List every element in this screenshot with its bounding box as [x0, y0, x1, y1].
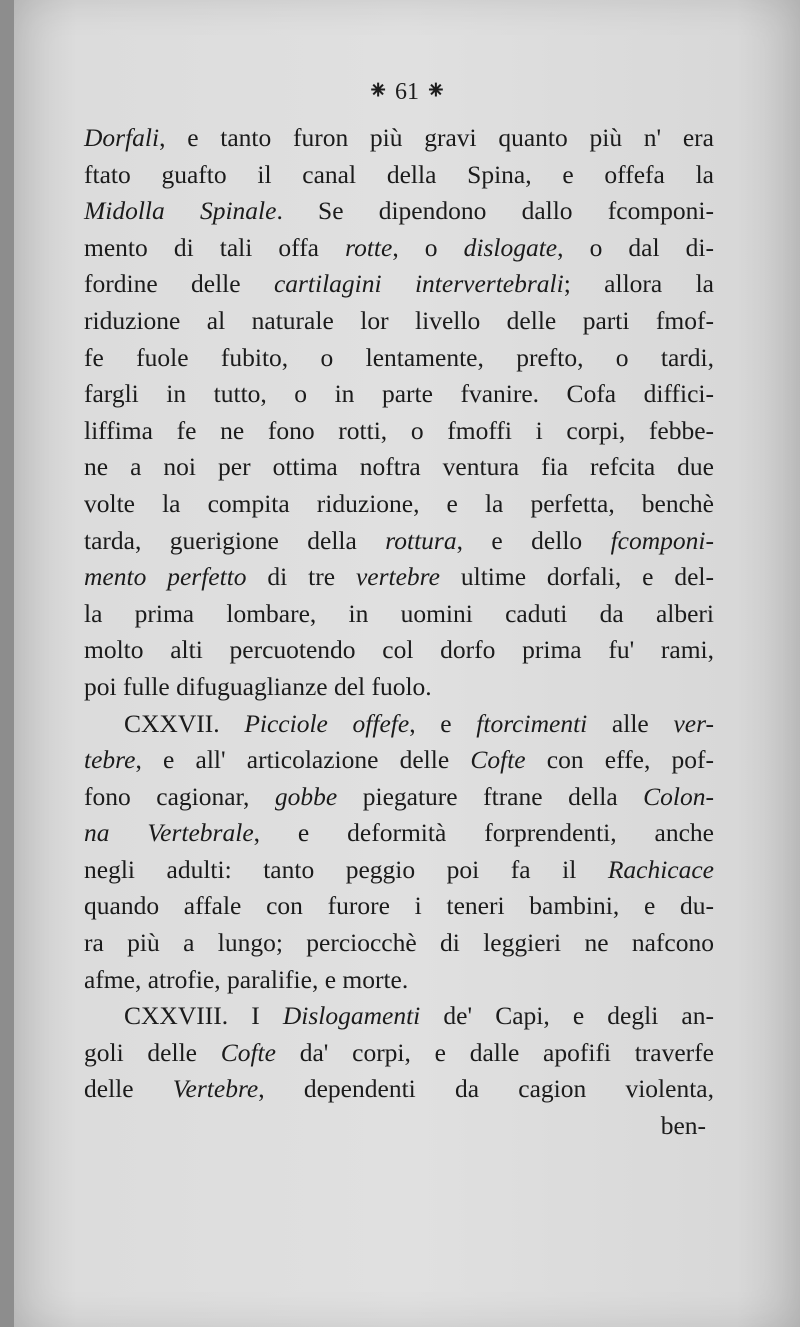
text-segment: fargli in tutto, o in parte fvanire. Cofa diffici-: [84, 379, 714, 409]
text-segment: ben-: [660, 1111, 706, 1141]
text-segment: , dependenti da cagion violenta,: [258, 1074, 714, 1104]
italic-term: Vertebre: [172, 1074, 259, 1104]
text-line: [84, 340, 714, 377]
ornament-right-icon: ⁕: [425, 76, 447, 105]
text-line: [84, 523, 714, 560]
text-line: [84, 193, 714, 230]
text-segment: , e tanto furon più gravi quanto più n' era: [159, 123, 714, 152]
italic-term: Picciole offefe: [244, 708, 410, 738]
italic-term: vertebre: [355, 562, 440, 592]
text-line: [84, 376, 714, 413]
italic-term: na Vertebrale: [84, 818, 254, 848]
page-header: [14, 76, 800, 106]
text-segment: de' Capi, e degli an-: [420, 1001, 714, 1031]
italic-term: rottura: [385, 525, 457, 555]
text-segment: volte la compita riduzione, e la perfetta, benchè: [84, 488, 714, 518]
text-segment: , e deformità forprendenti, anche: [253, 818, 714, 848]
italic-term: Cofte: [470, 745, 526, 775]
text-segment: ne a noi per ottima noftra ventura fia refcita due: [84, 452, 714, 482]
text-segment: negli adulti: tanto peggio poi fa il: [84, 854, 608, 884]
text-segment: piegature ftrane della: [337, 781, 644, 811]
italic-term: rotte: [345, 232, 393, 262]
text-line: [84, 303, 714, 340]
text-line: [84, 120, 714, 157]
text-segment: , o: [392, 232, 464, 262]
text-line: [84, 706, 714, 743]
italic-term: Colon-: [643, 781, 714, 811]
text-segment: liffima fe ne fono rotti, o fmoffi i corpi, febbe-: [84, 415, 714, 445]
text-segment: goli delle: [84, 1037, 221, 1067]
text-segment: alle: [587, 708, 674, 738]
page-number: 61: [395, 79, 419, 105]
italic-term: Dislogamenti: [282, 1001, 421, 1031]
text-segment: CXXVII.: [124, 708, 245, 738]
text-segment: , o dal di-: [557, 232, 714, 262]
text-line: [84, 1071, 714, 1108]
italic-term: Dorfali: [84, 123, 160, 152]
text-line: [84, 815, 714, 852]
italic-term: cartilagini intervertebrali: [273, 269, 564, 299]
text-segment: fe fuole fubito, o lentamente, prefto, o tardi,: [84, 342, 714, 372]
text-segment: da' corpi, e dalle apofifi traverfe: [275, 1037, 714, 1067]
text-line: [84, 925, 714, 962]
text-line: [84, 888, 714, 925]
text-line: [84, 852, 714, 889]
italic-term: Rachicace: [607, 854, 714, 884]
text-segment: delle: [84, 1074, 173, 1104]
text-segment: la prima lombare, in uomini caduti da alberi: [84, 598, 714, 628]
text-segment: , e all' articolazione delle: [135, 745, 471, 775]
text-segment: riduzione al naturale lor livello delle parti fmof-: [84, 305, 714, 335]
text-line: [84, 230, 714, 267]
text-line: [84, 779, 714, 816]
italic-term: ftorcimenti: [476, 708, 588, 738]
book-page: [14, 0, 800, 1327]
text-line: [84, 742, 714, 779]
text-segment: tarda, guerigione della: [84, 525, 386, 555]
text-line: [84, 486, 714, 523]
text-line: [84, 559, 714, 596]
italic-term: fcomponi-: [610, 525, 714, 555]
text-line: [84, 413, 714, 450]
italic-term: Midolla Spinale: [84, 196, 277, 226]
italic-term: mento perfetto: [84, 562, 247, 592]
text-segment: , e dello: [456, 525, 611, 555]
text-segment: . Se dipendono dallo fcomponi-: [276, 196, 714, 226]
text-segment: afme, atrofie, paralifie, e morte.: [84, 964, 409, 994]
text-line: [84, 962, 714, 999]
text-line: [84, 1035, 714, 1072]
text-line: [84, 1108, 714, 1145]
text-line: [84, 157, 714, 194]
text-segment: CXXVIII. I: [124, 1001, 283, 1031]
italic-term: gobbe: [274, 781, 338, 811]
text-line: [84, 266, 714, 303]
italic-term: dislogate: [463, 232, 558, 262]
text-line: [84, 669, 714, 706]
text-segment: ; allora la: [563, 269, 714, 299]
text-segment: mento di tali offa: [84, 232, 346, 262]
italic-term: tebre: [84, 745, 136, 775]
text-segment: di tre: [246, 562, 356, 592]
text-segment: fordine delle: [84, 269, 274, 299]
ornament-left-icon: ⁕: [367, 76, 389, 105]
text-line: [84, 596, 714, 633]
text-line: [84, 449, 714, 486]
text-segment: ra più a lungo; perciocchè di leggieri ne nafcono: [84, 928, 714, 958]
text-segment: poi fulle difuguaglianze del fuolo.: [84, 671, 432, 701]
text-segment: fono cagionar,: [84, 781, 275, 811]
text-line: [84, 632, 714, 669]
text-segment: ultime dorfali, e del-: [439, 562, 715, 592]
italic-term: ver-: [673, 708, 714, 738]
text-segment: ftato guafto il canal della Spina, e offefa la: [84, 159, 714, 189]
text-segment: , e: [409, 708, 477, 738]
text-line: [84, 998, 714, 1035]
italic-term: Cofte: [220, 1037, 276, 1067]
text-segment: molto alti percuotendo col dorfo prima fu' rami,: [84, 635, 714, 665]
text-segment: con effe, pof-: [525, 745, 714, 775]
text-segment: quando affale con furore i teneri bambini, e du-: [84, 891, 714, 921]
body-text: [84, 120, 714, 1145]
